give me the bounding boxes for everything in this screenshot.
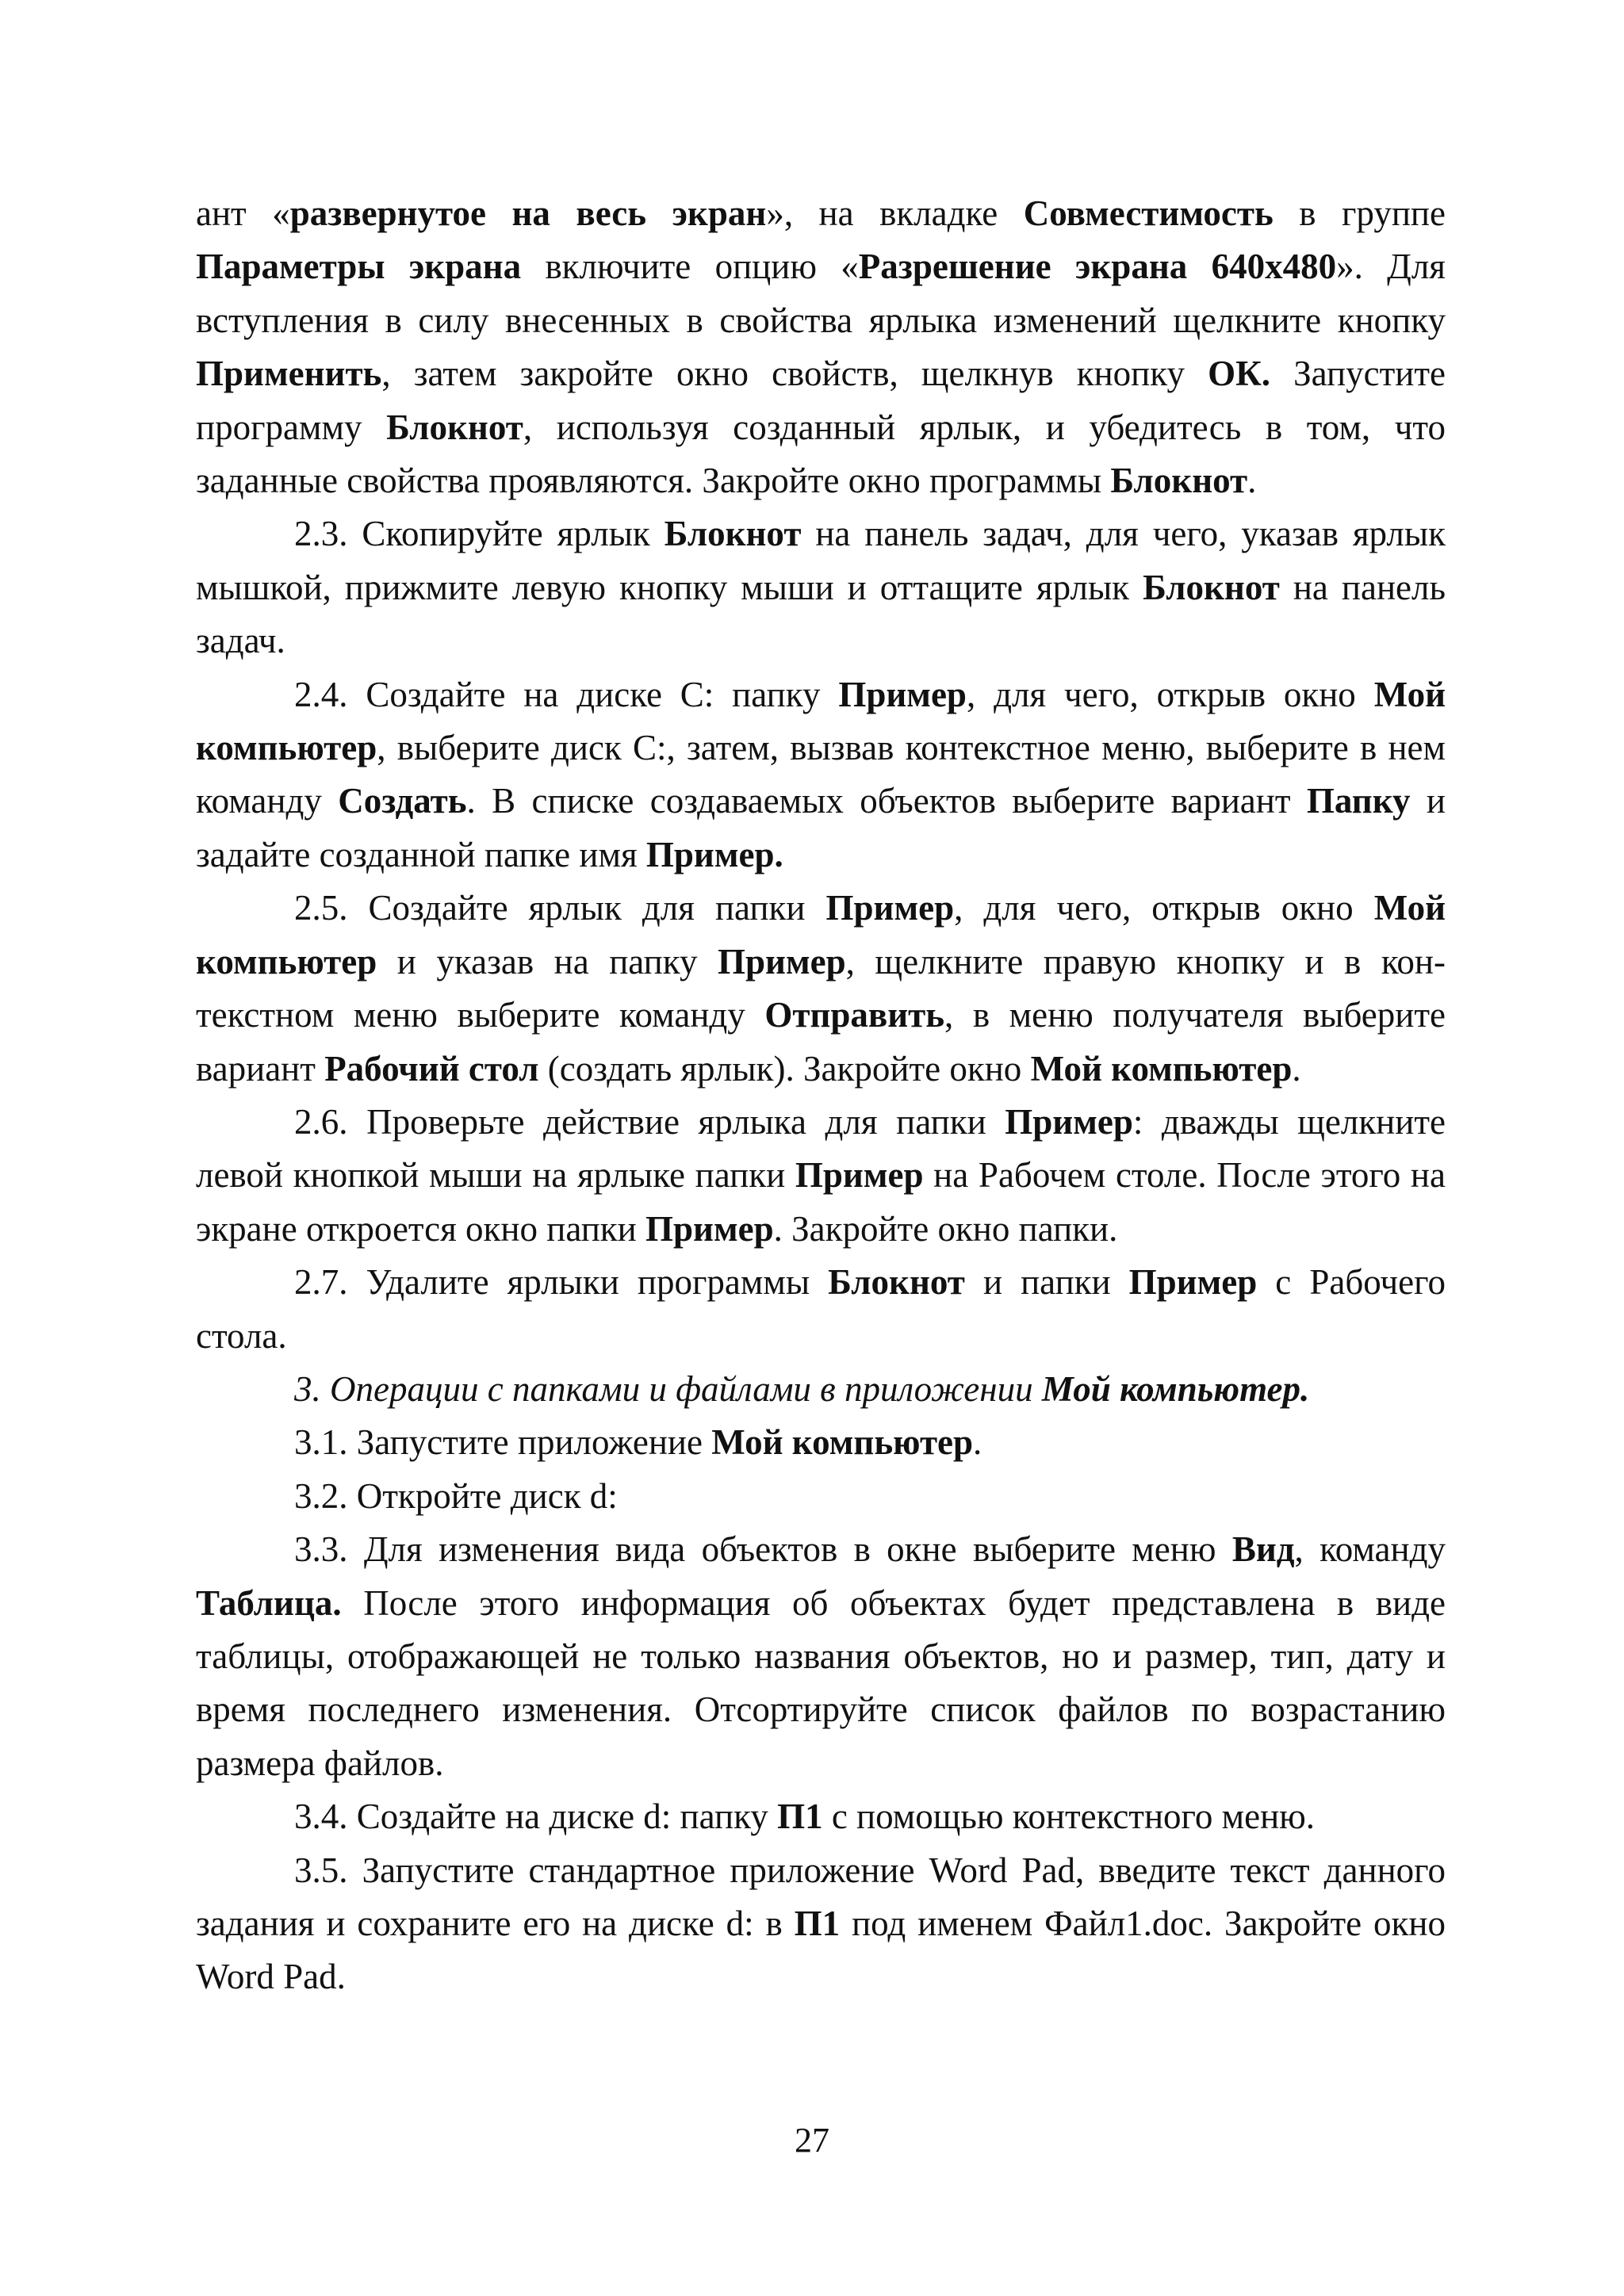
paragraph xyxy=(196,187,1446,507)
text-run: , затем закройте окно свойств, щелкнув кнопку xyxy=(381,354,1208,394)
bold-term: Пример xyxy=(1128,1262,1258,1303)
text-run: 3.2. Откройте диск d: xyxy=(294,1475,618,1516)
bold-term: развернутое на весь экран xyxy=(289,193,767,233)
text-run: 2.7. Удалите ярлыки программы xyxy=(294,1262,829,1303)
bold-term: Таблица. xyxy=(196,1582,342,1623)
bold-term: П1 xyxy=(777,1797,823,1837)
bold-term: Пример xyxy=(718,941,846,982)
text-run: , используя созданный ярлык, и убедитесь в том, что заданные свойства проявляются. Закройте окно программы xyxy=(196,407,1446,501)
text-run: , выберите диск С:, затем, вызвав контекстное меню, выберите в нем команду xyxy=(196,728,1446,821)
paragraph xyxy=(196,882,1446,1096)
text-run: », на вкладке xyxy=(766,193,1024,233)
text-run: 3.1. Запустите приложение xyxy=(294,1422,712,1463)
text-run: в группе xyxy=(1273,193,1446,233)
text-run: , для чего, открыв окно xyxy=(966,674,1374,714)
bold-term: Совместимость xyxy=(1023,193,1274,233)
text-run: . Закройте окно папки. xyxy=(773,1208,1118,1249)
paragraph xyxy=(196,1363,1446,1416)
paragraph xyxy=(196,1416,1446,1469)
text-run: Запустите программу xyxy=(196,354,1446,447)
bold-term: Вид xyxy=(1231,1529,1295,1570)
text-run: на панель задач. xyxy=(196,567,1446,661)
text-run: 2.6. Проверьте действие ярлыка для папки xyxy=(294,1101,1005,1142)
bold-term: Мой компьютер xyxy=(196,888,1446,982)
text-run: . В списке создаваемых объектов выберите вариант xyxy=(466,781,1307,821)
text-run: 3.4. Создайте на диске d: папку xyxy=(294,1797,778,1837)
text-run: и задайте созданной папке имя xyxy=(196,781,1446,874)
body-text xyxy=(196,187,1446,2004)
bold-term: Отправить xyxy=(764,995,945,1035)
text-run: , для чего, открыв окно xyxy=(954,888,1374,928)
text-run: , щелкните правую кнопку и в контекстном меню выберите команду xyxy=(196,941,1446,1035)
text-run: ант « xyxy=(196,193,290,233)
text-run: 2.5. Создайте ярлык для папки xyxy=(294,888,826,928)
text-run: (создать ярлык). Закройте окно xyxy=(538,1048,1031,1089)
bold-term: Мой компьютер xyxy=(711,1422,974,1463)
text-run: . xyxy=(1292,1048,1301,1089)
text-run: под именем Файл1.doc. Закройте окно Word Pad. xyxy=(196,1904,1446,1997)
bold-term: П1 xyxy=(794,1904,841,1943)
bold-term: Разрешение экрана 640х480 xyxy=(858,247,1337,287)
bold-term: Параметры экрана xyxy=(196,247,522,287)
text-run: включите опцию « xyxy=(521,247,859,287)
bold-term: Применить xyxy=(196,354,382,394)
bold-term: Блокнот xyxy=(1110,461,1248,501)
text-run: на панель задач, для чего, указав ярлык мышкой, прижмите левую кнопку мыши и оттащите ярлык xyxy=(196,514,1446,607)
text-run: ». Для вступления в силу внесенных в свойства ярлыка изменений щелкните кнопку xyxy=(196,247,1446,340)
bold-term: Блокнот xyxy=(664,514,802,554)
text-run: . xyxy=(1247,461,1257,501)
bold-term: Пример. xyxy=(645,834,783,874)
bold-term: Пример xyxy=(825,888,955,928)
text-run: 2.4. Создайте на диске С: папку xyxy=(294,674,839,714)
bold-term: Рабочий стол xyxy=(324,1048,539,1089)
text-run: и указав на папку xyxy=(377,941,718,982)
text-run: . xyxy=(973,1422,982,1463)
paragraph xyxy=(196,1844,1446,2004)
text-run: 3. Операции с папками и файлами в приложении xyxy=(294,1368,1042,1409)
paragraph xyxy=(196,1790,1446,1843)
paragraph xyxy=(196,1523,1446,1790)
text-run: , команду xyxy=(1294,1529,1446,1570)
paragraph xyxy=(196,1470,1446,1523)
paragraph xyxy=(196,1096,1446,1256)
bold-term: Создать xyxy=(338,781,467,821)
bold-term: Мой компьютер xyxy=(1030,1048,1293,1089)
bold-term: Пример xyxy=(838,674,967,714)
bold-term: Папку xyxy=(1306,781,1411,821)
text-run: на Рабочем столе. После этого на экране откроется окно папки xyxy=(196,1155,1446,1249)
bold-term: Блокнот xyxy=(386,407,523,447)
bold-term: Пример xyxy=(795,1155,924,1196)
page-number: 27 xyxy=(795,2121,829,2160)
text-run: 2.3. Скопируйте ярлык xyxy=(294,514,665,554)
bold-term: Блокнот xyxy=(828,1262,965,1303)
bold-term: Пример xyxy=(1005,1101,1133,1142)
paragraph xyxy=(196,668,1446,882)
text-run: , в меню получателя выберите вариант xyxy=(196,995,1446,1089)
text-run: с Рабочего стола. xyxy=(196,1262,1446,1356)
text-run: : дважды щелкните левой кнопкой мыши на ярлыке папки xyxy=(196,1101,1446,1196)
text-run: с помощью контекстного меню. xyxy=(822,1797,1316,1837)
bold-term: Блокнот xyxy=(1143,567,1280,607)
bold-term: Мой компьютер xyxy=(196,674,1446,768)
text-run: 3.3. Для изменения вида объектов в окне выберите меню xyxy=(294,1529,1232,1570)
paragraph xyxy=(196,1256,1446,1363)
text-run: 3.5. Запустите стандартное приложение Word Pad, введите текст данного задания и сохраните его на диске d: в xyxy=(196,1850,1446,1943)
text-run: и папки xyxy=(964,1262,1129,1303)
bold-term: Мой компьютер. xyxy=(1041,1368,1310,1409)
bold-term: Пример xyxy=(645,1208,774,1249)
text-run: После этого информация об объектах будет представлена в виде таблицы, отображающей не только названия объектов, но и размер, тип, дату и время последнего изменения. Отсортируйте список файлов по возрастанию размера файлов. xyxy=(196,1582,1446,1783)
bold-term: ОК. xyxy=(1208,354,1270,394)
paragraph xyxy=(196,507,1446,668)
